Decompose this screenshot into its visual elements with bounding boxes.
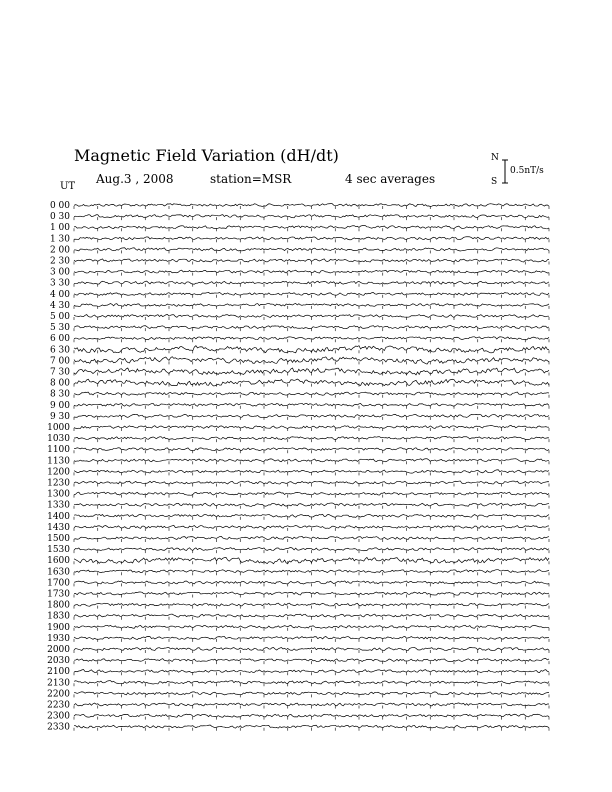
row-time-label: 9 00 bbox=[49, 400, 70, 411]
row-time-label: 2 30 bbox=[49, 256, 70, 267]
row-time-label: 2 00 bbox=[49, 245, 70, 256]
trace-row bbox=[50, 257, 549, 267]
chart-title: Magnetic Field Variation (dH/dt) bbox=[74, 146, 339, 165]
row-time-label: 1930 bbox=[47, 633, 70, 644]
row-time-label: 1800 bbox=[47, 600, 70, 611]
row-time-label: 5 00 bbox=[49, 312, 70, 322]
trace-row bbox=[50, 234, 549, 244]
trace-row bbox=[50, 201, 549, 211]
row-time-label: 1000 bbox=[47, 423, 70, 433]
row-time-label: 2130 bbox=[47, 678, 70, 689]
trace-row bbox=[47, 556, 549, 566]
trace-row bbox=[47, 601, 549, 611]
trace-row bbox=[50, 345, 549, 355]
row-time-label: 8 30 bbox=[49, 389, 70, 400]
row-time-label: 1900 bbox=[47, 622, 70, 633]
row-time-label: 4 00 bbox=[49, 289, 70, 300]
dhdt-trace bbox=[74, 204, 549, 207]
row-time-label: 2100 bbox=[47, 667, 70, 678]
dhdt-trace bbox=[74, 670, 549, 673]
trace-row bbox=[50, 212, 549, 222]
ut-axis-label: UT bbox=[60, 181, 76, 192]
row-time-label: 2030 bbox=[47, 656, 70, 667]
row-time-label: 5 30 bbox=[49, 323, 70, 334]
date-label: Aug.3 , 2008 bbox=[96, 172, 174, 186]
trace-row bbox=[47, 501, 549, 511]
row-time-label: 9 30 bbox=[49, 411, 70, 422]
trace-row bbox=[47, 712, 549, 722]
row-time-label: 7 00 bbox=[49, 356, 70, 367]
trace-row bbox=[50, 290, 549, 300]
trace-row bbox=[47, 689, 549, 699]
trace-row bbox=[47, 434, 549, 444]
row-time-label: 1830 bbox=[47, 611, 70, 622]
trace-row bbox=[47, 545, 549, 555]
row-time-label: 3 00 bbox=[49, 267, 70, 278]
trace-row bbox=[47, 523, 549, 533]
trace-row bbox=[50, 301, 549, 311]
trace-row bbox=[47, 667, 549, 677]
row-time-label: 1 00 bbox=[49, 223, 70, 234]
row-time-label: 1600 bbox=[47, 556, 70, 567]
trace-row bbox=[50, 412, 549, 422]
row-time-label: 2200 bbox=[47, 689, 70, 700]
averaging-label: 4 sec averages bbox=[345, 172, 436, 186]
row-time-label: 2300 bbox=[47, 711, 70, 722]
trace-row bbox=[47, 656, 549, 666]
row-time-label: 1530 bbox=[47, 545, 70, 556]
trace-row bbox=[47, 678, 549, 688]
row-time-label: 1300 bbox=[47, 489, 70, 500]
trace-row bbox=[47, 534, 549, 544]
trace-row bbox=[50, 223, 549, 233]
row-time-label: 1430 bbox=[47, 522, 70, 533]
row-time-label: 1730 bbox=[47, 589, 70, 600]
row-time-label: 1200 bbox=[47, 467, 70, 478]
trace-row bbox=[47, 423, 549, 433]
trace-row bbox=[50, 390, 549, 400]
trace-row bbox=[47, 445, 549, 455]
trace-row bbox=[50, 245, 549, 255]
dhdt-trace bbox=[74, 703, 549, 706]
trace-row bbox=[47, 578, 549, 588]
trace-row bbox=[50, 334, 549, 344]
dhdt-trace bbox=[74, 314, 549, 317]
scale-north-label: N bbox=[491, 153, 499, 163]
row-time-label: 1500 bbox=[47, 534, 70, 544]
trace-row bbox=[50, 356, 549, 366]
row-time-label: 1100 bbox=[47, 445, 70, 456]
trace-row bbox=[47, 701, 549, 711]
row-time-label: 1330 bbox=[47, 500, 70, 511]
trace-row bbox=[47, 634, 549, 644]
row-time-label: 7 30 bbox=[49, 367, 70, 378]
row-time-label: 1 30 bbox=[49, 234, 70, 245]
row-time-label: 1400 bbox=[47, 511, 70, 522]
row-time-label: 2230 bbox=[47, 700, 70, 711]
row-time-label: 1030 bbox=[47, 434, 70, 445]
row-time-label: 0 30 bbox=[49, 212, 70, 223]
row-time-label: 2000 bbox=[47, 645, 70, 655]
trace-row bbox=[47, 623, 549, 633]
trace-row bbox=[50, 268, 549, 278]
trace-row bbox=[50, 368, 549, 378]
row-time-label: 1630 bbox=[47, 567, 70, 578]
trace-row bbox=[47, 479, 549, 489]
row-time-label: 1700 bbox=[47, 578, 70, 589]
trace-row bbox=[50, 279, 549, 289]
trace-row bbox=[47, 590, 549, 600]
row-time-label: 6 30 bbox=[49, 345, 70, 356]
trace-row bbox=[47, 723, 549, 733]
trace-row bbox=[50, 312, 549, 322]
station-label: station=MSR bbox=[210, 172, 292, 186]
row-time-label: 0 00 bbox=[49, 201, 70, 211]
trace-row bbox=[50, 323, 549, 333]
dhdt-trace bbox=[74, 570, 549, 573]
dhdt-trace bbox=[74, 536, 549, 539]
dhdt-trace bbox=[74, 658, 549, 661]
row-time-label: 8 00 bbox=[49, 378, 70, 389]
trace-row bbox=[47, 467, 549, 477]
scale-value-label: 0.5nT/s bbox=[510, 166, 544, 176]
trace-row bbox=[47, 512, 549, 522]
trace-row bbox=[47, 612, 549, 622]
row-time-label: 4 30 bbox=[49, 300, 70, 311]
row-time-label: 2330 bbox=[47, 722, 70, 733]
row-time-label: 1230 bbox=[47, 478, 70, 489]
dhdt-trace bbox=[74, 614, 549, 617]
trace-row bbox=[47, 567, 549, 577]
scale-south-label: S bbox=[491, 177, 498, 187]
trace-row bbox=[47, 645, 549, 655]
scale-bar bbox=[502, 160, 508, 183]
row-time-label: 1130 bbox=[47, 456, 70, 467]
trace-row bbox=[50, 379, 549, 389]
row-time-label: 6 00 bbox=[49, 334, 70, 345]
row-time-label: 3 30 bbox=[49, 278, 70, 289]
trace-row bbox=[47, 456, 549, 466]
trace-row bbox=[50, 401, 549, 411]
trace-row bbox=[47, 490, 549, 500]
